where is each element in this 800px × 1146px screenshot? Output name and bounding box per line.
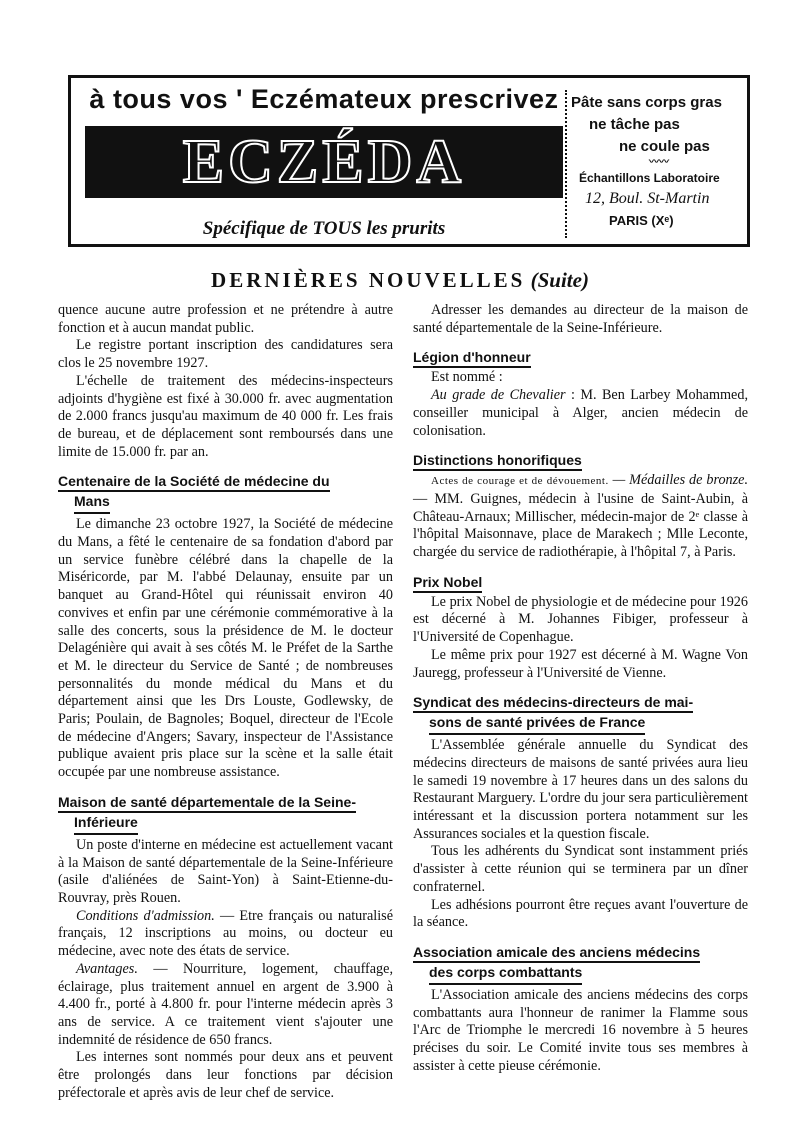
title-main: DERNIÈRES NOUVELLES xyxy=(211,268,526,292)
title-suite: (Suite) xyxy=(530,268,589,292)
section-heading xyxy=(413,347,748,367)
paragraph: L'échelle de traitement des médecins-inspecteurs adjoints d'hygiène est fixé à 30.000 fr. avec augmentation de 2.000 francs jusqu'au maximum de 40 000 fr. Les frais de bureau, et de déplacement sont remboursés dans une limite de 15.000 fr. par an. xyxy=(58,372,393,460)
paragraph: L'Association amicale des anciens médecins des corps combattants aura l'honneur de ranimer la Flamme sous l'Arc de Triomphe le mercredi 16 novembre à 5 heures précises du soir. Le Comité invite tous ses membres à assister à cette pieuse cérémonie. xyxy=(413,986,748,1074)
text: — MM. Guignes, médecin à l'usine de Saint-Aubin, à Château-Arnaux; Millischer, médecin-major de 2ᵉ classe à l'hôpital Maisonnave, place de Marakech ; Mlle Leconte, chargée du service de radiothérapie, à l'hôpital 7, à Paris. xyxy=(413,490,748,561)
paragraph: Est nommé : xyxy=(431,369,503,386)
eczeda-advertisement xyxy=(68,75,750,247)
page-title xyxy=(0,268,800,293)
ad-left-panel xyxy=(85,78,563,244)
label: — Médailles de bronze. xyxy=(608,472,748,489)
paragraph: Le dimanche 23 octobre 1927, la Société de médecine du Mans, a fêté le centenaire de sa fondation d'abord par un service funèbre célébré dans la chapelle de la Miséricorde, par M. l'abbé Delaunay, ensuite par un banquet au Grand-Hôtel qui réunissait environ 40 convives et enfin par une cérémonie commémorative à la salle des concerts, sous la présidence de M. le docteur Delagénière qui avait à ses côtés M. le Préfet de la Sarthe et M. le directeur du Service de Santé ; de nombreuses personnalités du monde médical du Mans et du département ainsi que les Drs Louste, Godlewsky, de Paris; Poulain, de Bagnoles; Boquel, directeur de l'Ecole de médecine d'Angers; Savary, inspecteur de l'Assistance publique avaient pris place sur la scène et la salle était occupée par une nombreuse assistance. xyxy=(58,516,393,781)
section-heading-line: Distinctions honorifiques xyxy=(413,452,582,471)
text: — Etre français ou naturalisé français, 12 inscriptions au moins, ou docteur eu médecine, avec note des états de service. xyxy=(58,907,393,960)
paragraph: Le prix Nobel de physiologie et de médecine pour 1926 est décerné à M. Johannes Fibiger, professeur à l'Université de Copenhague. xyxy=(413,593,748,646)
section-heading-line: Prix Nobel xyxy=(413,574,482,593)
section-heading xyxy=(413,942,748,985)
ad-divider xyxy=(565,90,567,238)
section-heading-line: sons de santé privées de France xyxy=(429,712,645,735)
label: Au grade de Chevalier xyxy=(431,387,566,404)
ad-samples: Échantillons Laboratoire xyxy=(579,171,720,185)
ad-feature-2: ne tâche pas xyxy=(589,116,680,133)
paragraph: Les adhésions pourront être reçues avant l'ouverture de la séance. xyxy=(413,896,748,931)
ad-address: 12, Boul. St-Martin xyxy=(585,190,710,207)
section-heading-line: Inférieure xyxy=(74,812,138,835)
paragraph xyxy=(58,908,393,961)
label: Actes de courage et de dévouement. xyxy=(431,475,609,488)
section-heading-line: Maison de santé départementale de la Seine- xyxy=(58,794,356,813)
paragraph: Un poste d'interne en médecine est actuellement vacant à la Maison de santé départementale de la Seine-Inférieure (asile d'aliénées de Saint-Yon) à Saint-Etienne-du-Rouvray, près Rouen. xyxy=(58,836,393,906)
section-heading xyxy=(58,471,393,514)
ad-right-panel xyxy=(571,92,741,232)
ad-brand: ECZÉDA xyxy=(182,128,466,196)
paragraph xyxy=(58,961,393,1050)
paragraph: Le même prix pour 1927 est décerné à M. Wagne Von Jauregg, professeur à l'Université de Vienne. xyxy=(413,646,748,681)
paragraph xyxy=(413,472,748,562)
ad-headline: à tous vos ' Eczémateux prescrivez xyxy=(89,84,559,114)
section-heading-line: des corps combattants xyxy=(429,962,582,985)
paragraph: Adresser les demandes au directeur de la maison de santé départementale de la Seine-Inférieure. xyxy=(413,302,748,336)
section-heading-line: Association amicale des anciens médecins xyxy=(413,944,700,963)
section-heading-line: Légion d'honneur xyxy=(413,349,531,368)
ad-feature-3: ne coule pas xyxy=(619,138,710,155)
ad-tilde-ornament: 〰〰 xyxy=(649,157,669,168)
ad-feature-1: Pâte sans corps gras xyxy=(571,94,722,111)
paragraph: Les internes sont nommés pour deux ans et peuvent être prolongés dans leur fonctions par décision préfectorale et après avis de leur chef de service. xyxy=(58,1049,393,1101)
ad-tagline: Spécifique de TOUS les prurits xyxy=(202,218,446,239)
paragraph: quence aucune autre profession et ne prétendre à autre fonction et à aucun mandat public. xyxy=(58,302,393,336)
right-column xyxy=(413,302,748,1076)
section-heading xyxy=(413,572,748,592)
ad-brand-banner xyxy=(85,126,563,198)
section-heading xyxy=(413,450,748,470)
section-heading xyxy=(58,792,393,835)
ad-city: PARIS (Xᵉ) xyxy=(609,213,674,228)
section-heading-line: Centenaire de la Société de médecine du xyxy=(58,473,330,492)
left-column xyxy=(58,302,393,1102)
section-heading-line: Mans xyxy=(74,491,110,514)
section-heading-line: Syndicat des médecins-directeurs de mai- xyxy=(413,694,693,713)
text: — Nourriture, logement, chauffage, éclairage, plus traitement annuel en argent de 3.900 à 4.400 fr., porté à 4.800 fr. pour l'interne médecin après 3 ans de service. A ce traitement vient s'ajouter une indemnité de résidence de 650 francs. xyxy=(58,960,393,1048)
text: : M. Ben Larbey Mohammed, conseiller municipal à Alger, ancien médecin de colonisation. xyxy=(413,387,748,439)
label: Conditions d'admission. xyxy=(76,907,215,924)
paragraph xyxy=(413,387,748,440)
paragraph: L'Assemblée générale annuelle du Syndicat des médecins directeurs de maisons de santé privées aura lieu le samedi 19 novembre à 17 heures dans un des salons du Restaurant Marguery. L'ordre du jour sera particulièrement intéressant et la discussion portera notamment sur les Assurances sociales et la question fiscale. xyxy=(413,737,748,842)
label: Avantages. xyxy=(76,960,138,977)
section-heading xyxy=(413,692,748,735)
paragraph: Le registre portant inscription des candidatures sera clos le 25 novembre 1927. xyxy=(58,337,393,372)
paragraph: Tous les adhérents du Syndicat sont instamment priés d'assister à cette réunion qui se terminera par un dîner confraternel. xyxy=(413,843,748,895)
